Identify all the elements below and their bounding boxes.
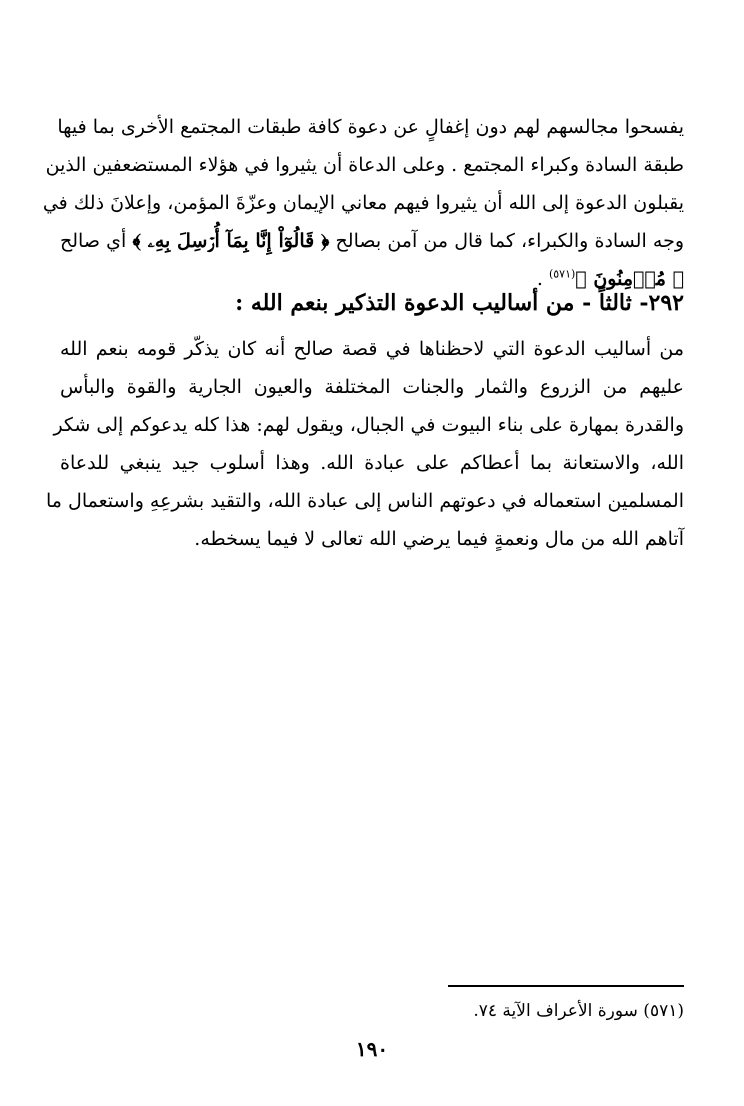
quran-quote: ﴿ قَالُوٓاْ إِنَّا بِمَآ أُرۡسِلَ بِهِۦ ﴾ <box>132 230 330 252</box>
footnote-reference: (٥٧١) <box>548 267 576 281</box>
text-line: من أساليب الدعوة التي لاحظناها في قصة صالح أنه كان يذكّر قومه بنعم الله <box>60 338 684 360</box>
text-line: طبقة السادة وكبراء المجتمع . وعلى الدعاة أن يثيروا في هؤلاء المستضعفين الذين <box>45 154 684 176</box>
text-fragment: وجه السادة والكبراء، كما قال من آمن بصالح <box>335 230 684 252</box>
paragraph-1 <box>42 108 684 298</box>
text-line: عليهم من الزروع والثمار والجنات المختلفة والعيون الجارية والقوة والبأس <box>60 376 684 398</box>
paragraph-2 <box>46 330 684 558</box>
text-line: يفسحوا مجالسهم لهم دون إغفالٍ عن دعوة كافة طبقات المجتمع الأخرى بما فيها <box>57 116 684 138</box>
text-line: المسلمين استعماله في دعوتهم الناس إلى عبادة الله، والتقيد بشرعِهِ واستعمال ما <box>46 490 684 512</box>
text-line: والقدرة بمهارة على بناء البيوت في الجبال، ويقول لهم: هذا كله يدعوكم إلى شكر <box>53 414 684 436</box>
quran-quote: ﴿ مُؤۡمِنُونَ ﴾ <box>575 268 684 290</box>
text-line: آتاهم الله من مال ونعمةٍ فيما يرضي الله تعالى لا فيما يسخطه. <box>194 528 684 550</box>
footnote: (٥٧١) سورة الأعراف الآية ٧٤. <box>473 1001 684 1021</box>
text-line: الله، والاستعانة بما أعطاكم على عبادة الله. وهذا أسلوب جيد ينبغي للدعاة <box>60 452 684 474</box>
footnote-divider <box>448 985 684 987</box>
text-fragment: أي صالح <box>60 230 127 252</box>
text-line: يقبلون الدعوة إلى الله أن يثيروا فيهم معاني الإيمان وعزّةَ المؤمن، وإعلانَ ذلك في <box>42 192 684 214</box>
section-heading: ٢٩٢- ثالثاً - من أساليب الدعوة التذكير بنعم الله : <box>235 290 684 316</box>
text-line <box>60 222 684 260</box>
page-number: ١٩٠ <box>355 1037 389 1061</box>
text-fragment: . <box>536 268 543 290</box>
